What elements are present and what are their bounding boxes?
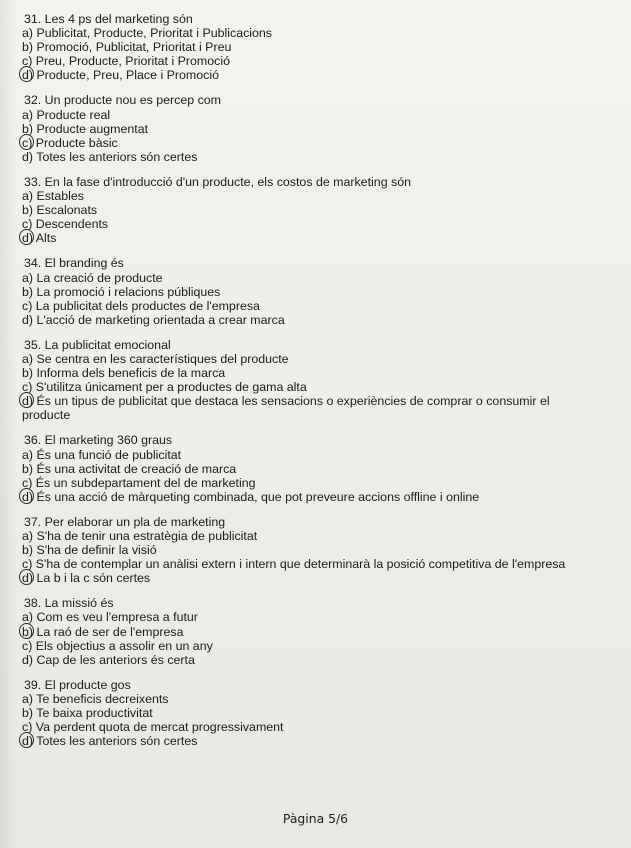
- option-text: S'ha de contemplar un anàlisi extern i intern que determinarà la posició competitiva de l'empresa: [32, 557, 566, 572]
- option-a: [22, 610, 622, 624]
- option-a: [22, 189, 622, 203]
- option-text: Promoció, Publicitat, Prioritat i Preu: [33, 40, 232, 55]
- circled-answer-letter: d): [22, 734, 34, 749]
- option-a: [22, 448, 622, 462]
- option-d: [22, 313, 622, 327]
- option-letter: b): [22, 121, 34, 136]
- option-text: Producte bàsic: [32, 135, 118, 150]
- option-text: S'utilitza únicament per a productes de gama alta: [32, 380, 307, 395]
- exam-page: [22, 12, 622, 759]
- option-text: Totes les anteriors són certes: [33, 149, 198, 164]
- option-a: [22, 352, 622, 366]
- option-letter: b): [22, 284, 34, 299]
- option-letter: a): [22, 529, 34, 543]
- option-d: [22, 394, 550, 422]
- option-letter: a): [22, 447, 34, 462]
- option-c: [22, 639, 622, 653]
- option-letter: c): [22, 380, 33, 395]
- option-text: La promoció i relacions públiques: [33, 284, 221, 299]
- circled-answer-letter: d): [22, 231, 34, 246]
- option-d: [22, 490, 622, 504]
- option-text: Descendents: [32, 217, 109, 232]
- circled-answer-letter: d): [22, 489, 34, 504]
- circled-answer-letter: c): [22, 135, 33, 150]
- question-title: 35. La publicitat emocional: [24, 337, 171, 352]
- option-letter: b): [22, 461, 34, 476]
- option-letter: a): [22, 107, 34, 122]
- option-text: Producte, Preu, Place i Promoció: [33, 68, 219, 83]
- page-number: Pàgina 5/6: [282, 811, 349, 826]
- option-a: [22, 692, 622, 706]
- question-36: [22, 433, 622, 503]
- option-text: Cap de les anteriors és certa: [33, 652, 195, 667]
- option-letter: a): [22, 26, 34, 41]
- question-32: [22, 93, 622, 163]
- option-b: [22, 366, 622, 380]
- option-text: Escalonats: [33, 203, 98, 218]
- option-text: És una activitat de creació de marca: [33, 461, 237, 476]
- option-a: [22, 271, 622, 285]
- question-title: 34. El branding és: [24, 256, 124, 271]
- option-text: És una funció de publicitat: [33, 447, 182, 462]
- question-title: 36. El marketing 360 graus: [24, 433, 173, 448]
- question-title: 31. Les 4 ps del marketing són: [24, 12, 193, 26]
- option-letter: a): [22, 351, 34, 366]
- option-c: [22, 54, 622, 68]
- option-text: Producte real: [33, 107, 111, 122]
- option-b: [22, 543, 622, 557]
- option-text: És una acció de màrqueting combinada, que pot preveure accions offline i online: [33, 489, 480, 504]
- option-a: [22, 529, 622, 543]
- option-d: [22, 734, 622, 748]
- option-text: Te baixa productivitat: [33, 706, 153, 721]
- option-d: [22, 653, 622, 667]
- option-c: [22, 299, 622, 313]
- option-letter: a): [22, 189, 34, 204]
- option-c: [22, 720, 622, 734]
- option-letter: d): [22, 652, 34, 667]
- option-letter: a): [22, 610, 34, 625]
- option-text: Estables: [33, 189, 84, 204]
- option-text: Preu, Producte, Prioritat i Promoció: [32, 54, 230, 69]
- question-title: 32. Un producte nou es percep com: [24, 93, 221, 108]
- question-37: [22, 515, 622, 585]
- option-letter: b): [22, 366, 34, 381]
- question-title: 37. Per elaborar un pla de marketing: [24, 514, 226, 529]
- option-c: [22, 557, 622, 571]
- option-c: [22, 380, 622, 394]
- question-33: [22, 175, 622, 245]
- option-letter: c): [22, 475, 33, 490]
- option-letter: c): [22, 557, 33, 572]
- question-35: [22, 338, 622, 423]
- question-title: 39. El producte gos: [24, 677, 131, 692]
- option-b: [22, 122, 622, 136]
- option-letter: a): [22, 691, 34, 706]
- option-c: [22, 136, 622, 150]
- option-letter: c): [22, 720, 33, 735]
- option-b: [22, 285, 622, 299]
- option-b: [22, 625, 622, 639]
- question-39: [22, 678, 622, 748]
- option-b: [22, 40, 622, 54]
- option-text: Els objectius a assolir en un any: [32, 638, 213, 653]
- option-text: És un tipus de publicitat que destaca les sensacions o experiències de comprar o consumir el producte: [22, 394, 550, 423]
- option-text: Informa dels beneficis de la marca: [33, 366, 226, 381]
- option-a: [22, 108, 622, 122]
- option-d: [22, 150, 622, 164]
- option-text: L'acció de marketing orientada a crear marca: [33, 312, 285, 327]
- option-text: Totes les anteriors són certes: [33, 734, 198, 749]
- circled-answer-letter: b): [22, 624, 34, 639]
- option-letter: a): [22, 270, 34, 285]
- option-d: [22, 68, 622, 82]
- option-text: La creació de producte: [33, 270, 163, 285]
- question-title: 33. En la fase d'introducció d'un producte, els costos de marketing són: [24, 174, 412, 189]
- option-text: Va perdent quota de mercat progressivament: [32, 720, 284, 735]
- option-letter: d): [22, 312, 34, 327]
- option-text: La publicitat dels productes de l'empresa: [32, 298, 260, 313]
- option-text: Alts: [33, 231, 57, 246]
- circled-answer-letter: d): [22, 571, 34, 586]
- option-b: [22, 462, 622, 476]
- option-letter: b): [22, 40, 34, 55]
- option-letter: b): [22, 203, 34, 218]
- option-d: [22, 231, 622, 245]
- page-shadow: [0, 0, 16, 848]
- option-text: Producte augmentat: [33, 121, 149, 136]
- option-text: Se centra en les característiques del producte: [33, 351, 289, 366]
- circled-answer-letter: d): [22, 394, 34, 409]
- option-text: S'ha de tenir una estratègia de publicitat: [33, 529, 258, 543]
- option-text: Com es veu l'empresa a futur: [33, 610, 198, 625]
- option-b: [22, 203, 622, 217]
- option-letter: c): [22, 217, 33, 232]
- option-d: [22, 571, 622, 585]
- circled-answer-letter: d): [22, 68, 34, 83]
- question-31: [22, 12, 622, 82]
- option-text: La raó de ser de l'empresa: [33, 624, 184, 639]
- option-letter: d): [22, 149, 34, 164]
- option-letter: b): [22, 706, 34, 721]
- option-text: És un subdepartament del de marketing: [32, 475, 256, 490]
- option-c: [22, 476, 622, 490]
- option-letter: c): [22, 298, 33, 313]
- option-text: Te beneficis decreixents: [33, 691, 169, 706]
- option-text: La b i la c són certes: [33, 571, 151, 586]
- option-a: [22, 26, 622, 40]
- question-38: [22, 596, 622, 666]
- option-c: [22, 217, 622, 231]
- option-letter: c): [22, 54, 33, 69]
- question-title: 38. La missió és: [24, 596, 114, 611]
- option-b: [22, 706, 622, 720]
- option-letter: b): [22, 543, 34, 558]
- question-34: [22, 256, 622, 326]
- option-text: Publicitat, Producte, Prioritat i Publicacions: [33, 26, 273, 41]
- option-letter: c): [22, 638, 33, 653]
- option-text: S'ha de definir la visió: [33, 543, 157, 558]
